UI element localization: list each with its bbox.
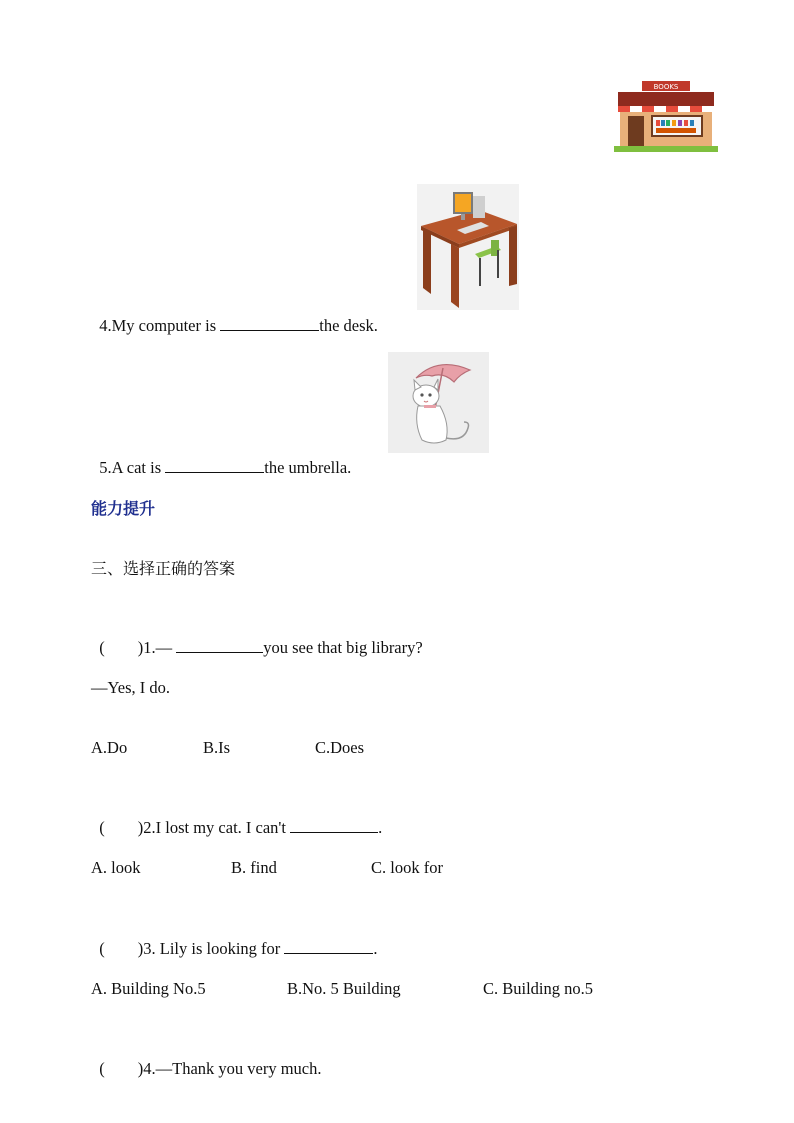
cat-umbrella-image xyxy=(388,352,489,453)
cat-umbrella-icon xyxy=(388,352,489,453)
question-5-text-after: the umbrella. xyxy=(264,458,352,477)
mc-blank-3[interactable] xyxy=(284,939,373,954)
mc-2-stem-before: 2.I lost my cat. I can't xyxy=(143,818,291,837)
mc-blank-2[interactable] xyxy=(290,818,378,833)
mc-2-option-a[interactable]: A. look xyxy=(91,858,141,877)
mc-1-option-a[interactable]: A.Do xyxy=(91,738,128,757)
section-title: 三、选择正确的答案 xyxy=(91,559,236,578)
mc-4-stem-before: 4.—Thank you very much. xyxy=(143,1059,322,1078)
mc-1-stem-after: you see that big library? xyxy=(263,638,423,657)
question-5-text-before: 5.A cat is xyxy=(99,458,166,477)
mc-3-option-a[interactable]: A. Building No.5 xyxy=(91,979,206,998)
desk-computer-image xyxy=(417,184,519,310)
bookstore-sign-text: BOOKS xyxy=(653,83,679,91)
mc-question-3 xyxy=(91,919,378,959)
section-heading: 能力提升 xyxy=(91,499,156,518)
mc-question-4 xyxy=(91,1039,322,1079)
mc-1-reply: —Yes, I do. xyxy=(91,678,171,697)
question-4-text-after: the desk. xyxy=(319,316,378,335)
mc-2-option-b[interactable]: B. find xyxy=(231,858,277,877)
mc-question-1 xyxy=(91,618,423,658)
bookstore-image xyxy=(612,80,720,154)
question-5 xyxy=(91,438,351,478)
mc-1-option-b[interactable]: B.Is xyxy=(203,738,231,757)
desk-computer-icon xyxy=(417,184,519,310)
mc-3-stem-before: 3. Lily is looking for xyxy=(143,939,285,958)
mc-blank-1[interactable] xyxy=(176,638,263,653)
answer-paren-3[interactable]: ( ) xyxy=(99,939,144,958)
mc-question-2 xyxy=(91,798,382,838)
mc-1-stem-before: 1.— xyxy=(143,638,177,657)
mc-1-option-c[interactable]: C.Does xyxy=(315,738,365,757)
answer-blank-5[interactable] xyxy=(165,458,264,473)
answer-blank-4[interactable] xyxy=(220,316,319,331)
mc-2-stem-after: . xyxy=(378,818,383,837)
mc-3-stem-after: . xyxy=(373,939,378,958)
mc-3-option-c[interactable]: C. Building no.5 xyxy=(483,979,594,998)
mc-3-option-b[interactable]: B.No. 5 Building xyxy=(287,979,401,998)
bookstore-icon xyxy=(612,80,720,154)
question-4 xyxy=(91,296,378,336)
answer-paren-4[interactable]: ( ) xyxy=(99,1059,144,1078)
mc-2-option-c[interactable]: C. look for xyxy=(371,858,443,877)
question-4-text-before: 4.My computer is xyxy=(99,316,221,335)
answer-paren-1[interactable]: ( ) xyxy=(99,638,144,657)
answer-paren-2[interactable]: ( ) xyxy=(99,818,144,837)
